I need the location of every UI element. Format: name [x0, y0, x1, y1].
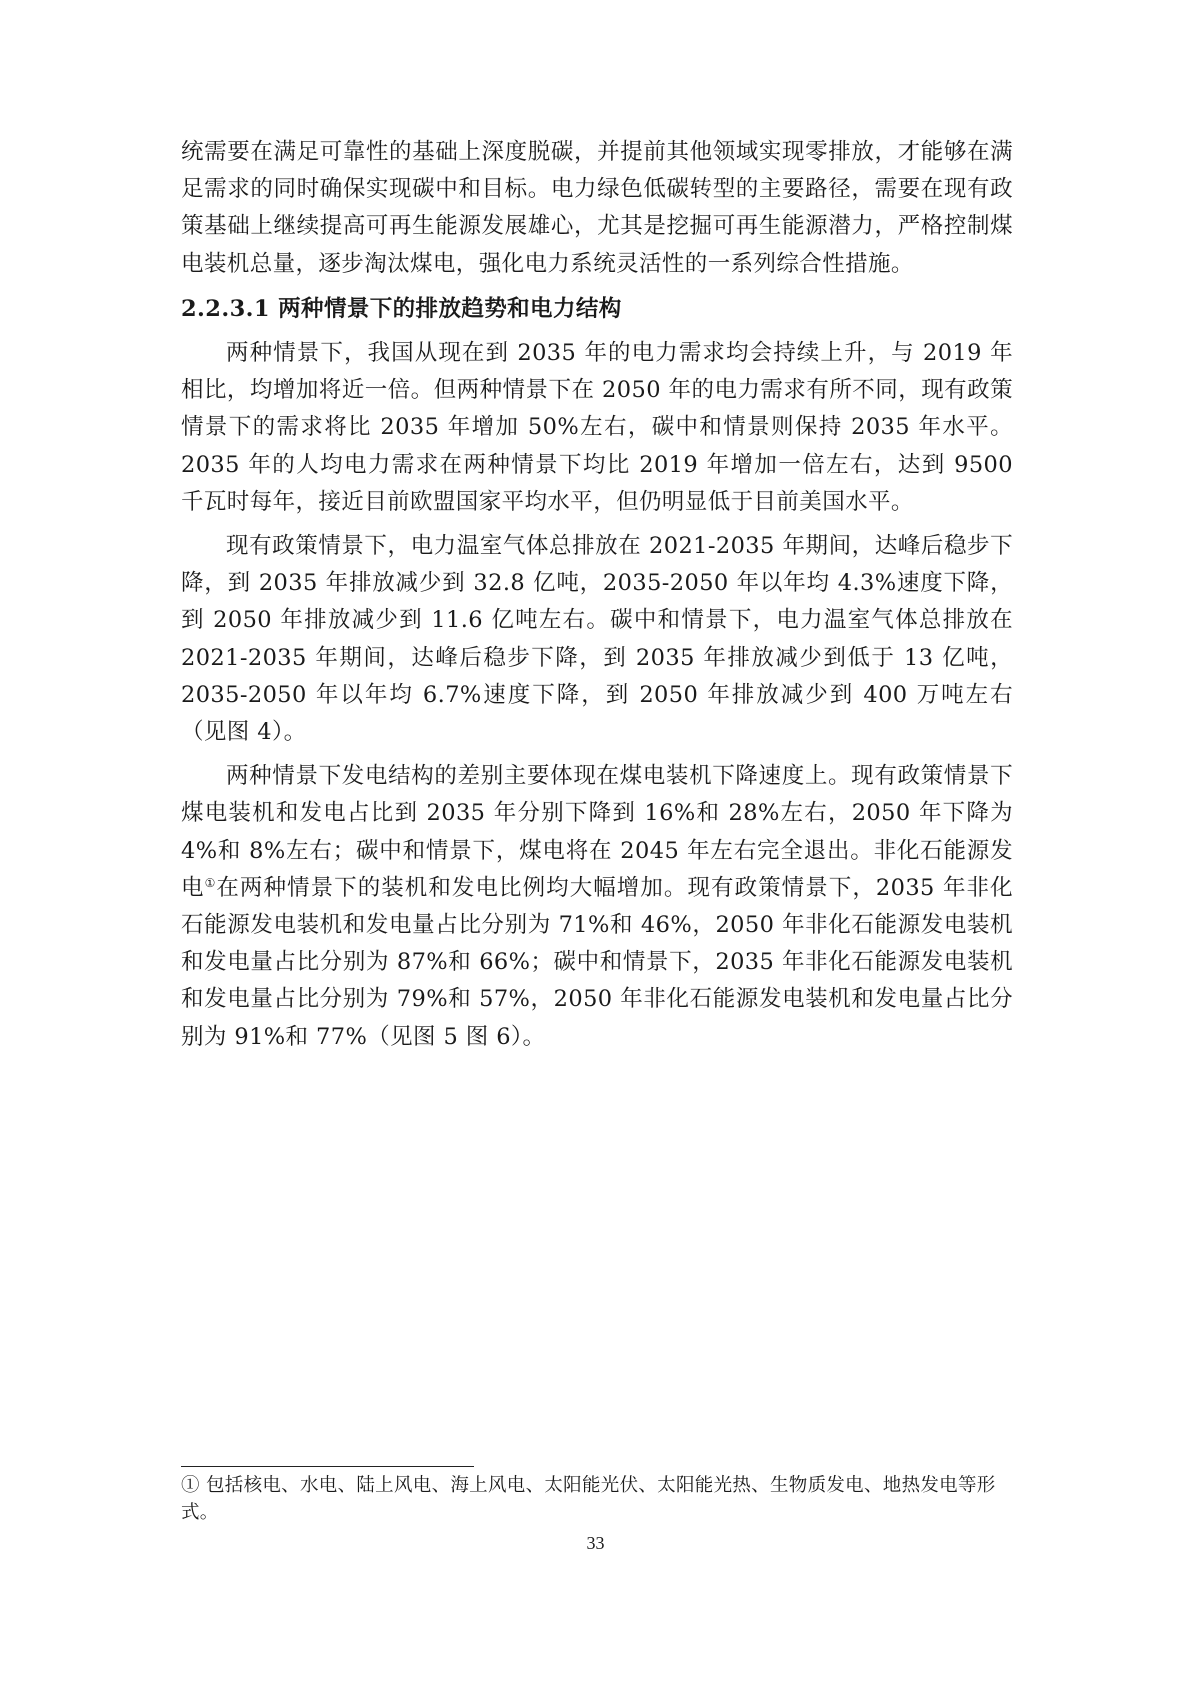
paragraph-electricity-demand: 两种情景下，我国从现在到 2035 年的电力需求均会持续上升，与 2019 年相比，均增加将近一倍。但两种情景下在 2050 年的电力需求有所不同，现有政策情景下的需求将比 2035 年增加 50%左右，碳中和情景则保持 2035 年水平。2035 年的人均电力需求在两种情景下均比 2019 年增加一倍左右，达到 9500 千瓦时每年，接近目前欧盟国家平均水平，但仍明显低于目前美国水平。: [181, 340, 1013, 515]
power-structure-text-part2: 在两种情景下的装机和发电比例均大幅增加。现有政策情景下，2035 年非化石能源发电装机和发电量占比分别为 71%和 46%，2050 年非化石能源发电装机和发电量占比分别为 87%和 66%；碳中和情景下，2035 年非化石能源发电装机和发电量占比分别为 79%和 57%，2050 年非化石能源发电装机和发电量占比分别为 91%和 77%（见图 5 图 6）。: [181, 874, 1013, 1050]
footnote: ① 包括核电、水电、陆上风电、海上风电、太阳能光伏、太阳能光热、生物质发电、地热发电等形式。: [181, 1475, 996, 1523]
section-heading: 2.2.3.1 两种情景下的排放趋势和电力结构: [181, 295, 622, 322]
page-body: [181, 134, 1013, 1056]
paragraph-power-structure: [181, 758, 1013, 1056]
paragraph-emissions-trend: 现有政策情景下，电力温室气体总排放在 2021-2035 年期间，达峰后稳步下降，到 2035 年排放减少到 32.8 亿吨，2035-2050 年以年均 4.3%速度下降，到 2050 年排放减少到 11.6 亿吨左右。碳中和情景下，电力温室气体总排放在 2021-2035 年期间，达峰后稳步下降，到 2035 年排放减少到低于 13 亿吨，2035-2050 年以年均 6.7%速度下降，到 2050 年排放减少到 400 万吨左右（见图 4）。: [181, 533, 1013, 746]
footnote-reference[interactable]: ①: [204, 875, 217, 890]
footnote-divider: [181, 1466, 474, 1467]
power-structure-text-part1: 两种情景下发电结构的差别主要体现在煤电装机下降速度上。现有政策情景下煤电装机和发电占比到 2035 年分别下降到 16%和 28%左右，2050 年下降为 4%和 8%左右；碳中和情景下，煤电将在 2045 年左右完全退出。非化石能源发电: [181, 763, 1013, 901]
page-number: 33: [586, 1533, 605, 1553]
paragraph-continued: 统需要在满足可靠性的基础上深度脱碳，并提前其他领域实现零排放，才能够在满足需求的同时确保实现碳中和目标。电力绿色低碳转型的主要路径，需要在现有政策基础上继续提高可再生能源发展雄心，尤其是挖掘可再生能源潜力，严格控制煤电装机总量，逐步淘汰煤电，强化电力系统灵活性的一系列综合性措施。: [181, 139, 1013, 277]
